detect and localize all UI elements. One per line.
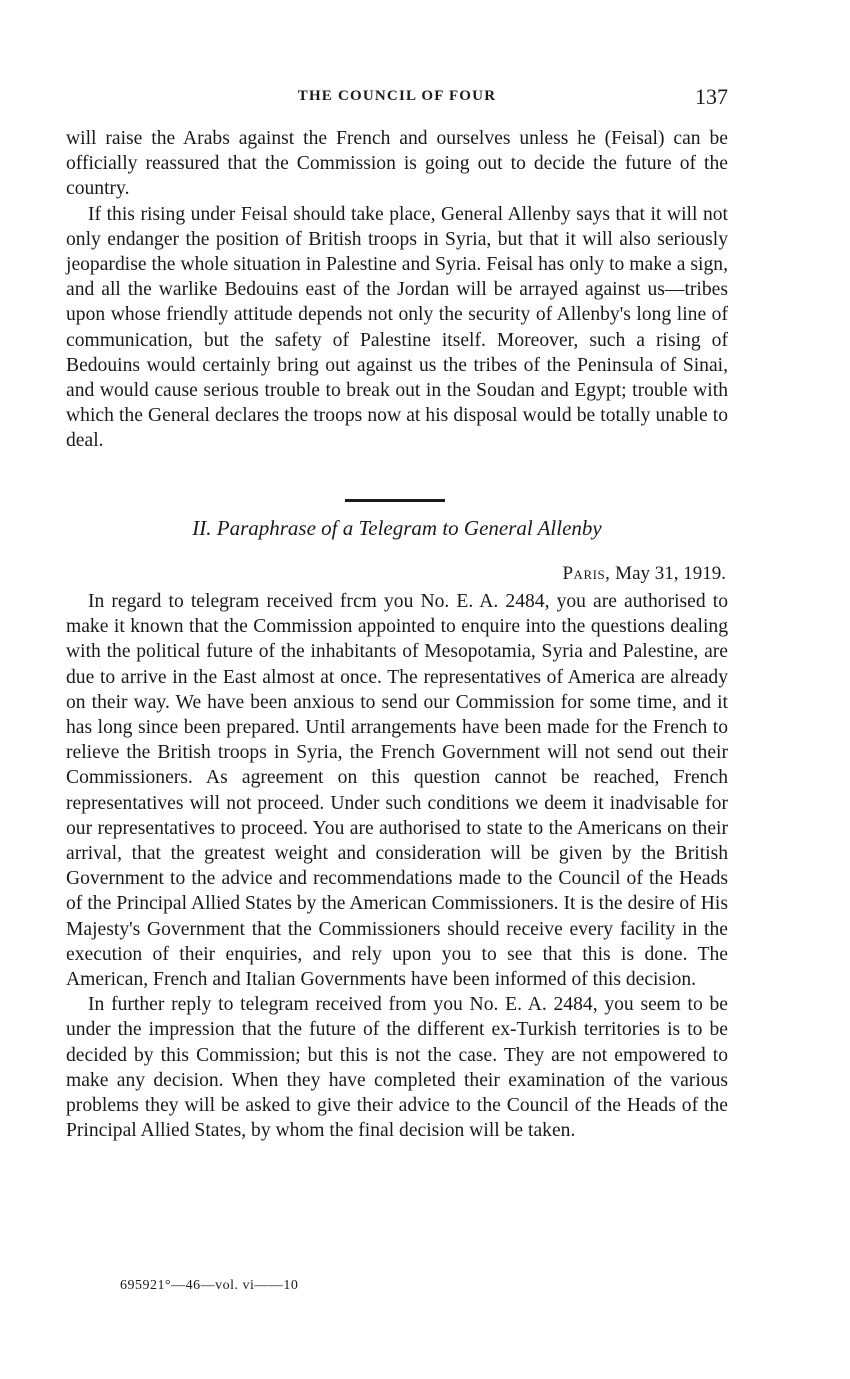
paragraph-allenby-warning: If this rising under Feisal should take place, General Allenby says that it will not only endanger the position of British troops in Syria, but that it will also seriously jeopardise the whole situation in Palestine and Syria. Feisal has only to make a sign, and all the warlike Bedouins east of the Jordan will be arrayed against us—tribes upon whose friendly attitude depends not only the security of Allenby's long line of communication, but the safety of Palestine itself. Moreover, such a rising of Bedouins would certainly bring out against us the tribes of the Peninsula of Sinai, and would cause serious trouble to break out in the Soudan and Egypt; trouble with which the General declares the troops now at his disposal would be totally unable to deal. [66, 203, 728, 452]
paragraph-telegram-2: In further reply to telegram received from you No. E. A. 2484, you seem to be under the impression that the future of the different ex-Turkish territories is to be decided by this Commission; but this is not the case. They are not empowered to make any decision. When they have completed their examination of the various problems they will be asked to give their advice to the Council of the Heads of the Principal Allied States, by whom the final decision will be taken. [66, 994, 728, 1142]
section-divider-rule [345, 499, 445, 502]
dateline-place: Paris, [562, 563, 611, 584]
printer-signature: 695921°—46—vol. vi——10 [120, 1278, 299, 1293]
intro-text-block [66, 126, 728, 454]
section-heading: II. Paraphrase of a Telegram to General Allenby [192, 516, 602, 540]
telegram-text-block [66, 589, 728, 1143]
dateline [562, 563, 726, 585]
paragraph-telegram-1: In regard to telegram received frcm you No. E. A. 2484, you are authorised to make it known that the Commission appointed to enquire into the questions dealing with the political future of the inhabitants of Mesopotamia, Syria and Palestine, are due to arrive in the East almost at once. The representatives of America are already on their way. We have been anxious to send our Commission for some time, and it has long since been prepared. Until arrangements have been made for the French to relieve the British troops in Syria, the French Government will not send out their Commissioners. As agreement on this question cannot be reached, French representatives will not proceed. Under such conditions we deem it inadvisable for our representatives to proceed. You are authorised to state to the Americans on their arrival, that the greatest weight and consideration will be given by the British Government to the advice and recommendations made to the Council of the Heads of the Principal Allied States by the American Commissioners. It is the desire of His Majesty's Government that the Commissioners should receive every facility in the execution of their enquiries, and rely upon you to see that this is done. The American, French and Italian Governments have been informed of this decision. [66, 591, 728, 991]
page-number: 137 [695, 84, 728, 109]
dateline-date: May 31, 1919. [615, 563, 726, 584]
running-title: THE COUNCIL OF FOUR [297, 88, 497, 104]
running-head [66, 84, 728, 112]
paragraph-continuation: will raise the Arabs against the French and ourselves unless he (Feisal) can be officially reassured that the Commission is going out to decide the future of the country. [66, 128, 728, 200]
